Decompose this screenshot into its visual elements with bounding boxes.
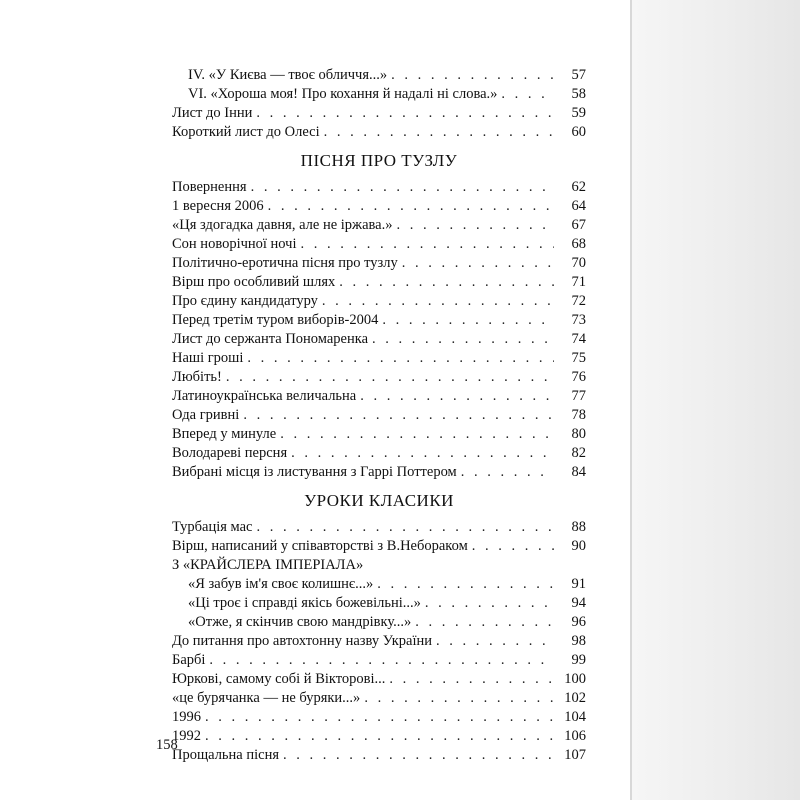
toc-entry-page: 59 — [571, 105, 586, 121]
toc-entry-page: 88 — [571, 519, 586, 535]
dot-leader — [461, 463, 554, 482]
toc-entry-page: 57 — [571, 67, 586, 83]
toc-entry — [172, 292, 586, 311]
page-number: 158 — [156, 737, 178, 753]
toc-entry — [172, 708, 586, 727]
dot-leader — [283, 746, 554, 765]
toc-entry-title: Вірш, написаний у співавторстві з В.Небораком — [172, 538, 468, 554]
toc-entry — [172, 197, 586, 216]
toc-entry — [172, 311, 586, 330]
toc-entry-title: Сон новорічної ночі — [172, 236, 297, 252]
toc-entry-title: Турбація мас — [172, 519, 253, 535]
toc-entry-page: 62 — [571, 179, 586, 195]
toc-entry — [172, 632, 586, 651]
toc-entry — [172, 575, 586, 594]
dot-leader — [389, 670, 554, 689]
dot-leader — [339, 273, 554, 292]
section-heading: УРОКИ КЛАСИКИ — [304, 491, 454, 510]
toc-entry — [172, 254, 586, 273]
toc-entry — [172, 670, 586, 689]
dot-leader — [360, 387, 554, 406]
toc-entry-page: 75 — [571, 350, 586, 366]
toc-subsection-heading — [172, 556, 586, 575]
dot-leader — [205, 708, 554, 727]
toc-entry-title: Любіть! — [172, 369, 222, 385]
facing-page-edge — [630, 0, 800, 800]
toc-entry — [172, 406, 586, 425]
toc-entry-title: «Отже, я скінчив свою мандрівку...» — [188, 614, 412, 630]
toc-entry-title: Вірш про особливий шлях — [172, 274, 336, 290]
dot-leader — [391, 66, 554, 85]
dot-leader — [364, 689, 554, 708]
toc-entry — [172, 178, 586, 197]
toc-entry — [172, 273, 586, 292]
toc-entry-title: 1992 — [172, 728, 201, 744]
toc-entry-title: Лист до сержанта Пономаренка — [172, 331, 369, 347]
dot-leader — [247, 349, 554, 368]
dot-leader — [256, 518, 554, 537]
toc-entry-page: 58 — [571, 86, 586, 102]
toc-entry-title: Володареві персня — [172, 445, 288, 461]
toc-entry-page: 106 — [564, 728, 586, 744]
toc-entry-page: 91 — [571, 576, 586, 592]
toc-entry-title: «Ці троє і справді якісь божевільні...» — [188, 595, 421, 611]
dot-leader — [209, 651, 554, 670]
toc-entry-page: 107 — [564, 747, 586, 763]
toc-entry-title: Про єдину кандидатуру — [172, 293, 318, 309]
toc-entry-title: Наші гроші — [172, 350, 244, 366]
toc-entry-page: 78 — [571, 407, 586, 423]
toc-entry-title: 1996 — [172, 709, 201, 725]
toc-entry — [172, 85, 586, 104]
toc-entry-title: Юркові, самому собі й Вікторові... — [172, 671, 386, 687]
dot-leader — [268, 197, 554, 216]
toc-entry-page: 100 — [564, 671, 586, 687]
toc-entry-page: 73 — [571, 312, 586, 328]
toc-entry-title: Повернення — [172, 179, 247, 195]
dot-leader — [301, 235, 554, 254]
toc-entry — [172, 368, 586, 387]
toc-entry — [172, 518, 586, 537]
toc-entry-title: Латиноукраїнська величальна — [172, 388, 357, 404]
toc-entry-page: 82 — [571, 445, 586, 461]
toc-entry-title: Ода гривні — [172, 407, 240, 423]
toc-entry-title: Перед третім туром виборів-2004 — [172, 312, 379, 328]
toc-entry-title: Короткий лист до Олесі — [172, 124, 320, 140]
dot-leader — [324, 123, 554, 142]
dot-leader — [402, 254, 554, 273]
toc-entry — [172, 425, 586, 444]
toc-entry — [172, 349, 586, 368]
toc-entry-title: VI. «Хороша моя! Про кохання й надалі ні слова.» — [188, 86, 498, 102]
toc-entry — [172, 727, 586, 746]
toc-entry — [172, 104, 586, 123]
toc-entry-title: Лист до Інни — [172, 105, 253, 121]
toc-entry-title: «Ця здогадка давня, але не іржава.» — [172, 217, 393, 233]
dot-leader — [415, 613, 554, 632]
toc-entry-page: 80 — [571, 426, 586, 442]
dot-leader — [251, 178, 554, 197]
toc-entry-title: «Я забув ім'я своє колишнє...» — [188, 576, 374, 592]
toc-entry — [172, 66, 586, 85]
toc-entry — [172, 463, 586, 482]
toc-entry-page: 77 — [571, 388, 586, 404]
toc-entry — [172, 689, 586, 708]
toc-entry-page: 68 — [571, 236, 586, 252]
toc-entry — [172, 216, 586, 235]
toc-entry — [172, 537, 586, 556]
toc-entry-page: 70 — [571, 255, 586, 271]
dot-leader — [501, 85, 554, 104]
toc-entry-title: До питання про автохтонну назву України — [172, 633, 432, 649]
toc-entry-page: 102 — [564, 690, 586, 706]
toc-entry-title: Вибрані місця із листування з Гаррі Поттером — [172, 464, 457, 480]
dot-leader — [382, 311, 554, 330]
toc-entry-page: 72 — [571, 293, 586, 309]
table-of-contents — [172, 66, 586, 765]
toc-entry — [172, 123, 586, 142]
section-heading: ПІСНЯ ПРО ТУЗЛУ — [300, 151, 458, 170]
dot-leader — [205, 727, 554, 746]
toc-entry-title: Політично-еротична пісня про тузлу — [172, 255, 398, 271]
toc-entry-page: 98 — [571, 633, 586, 649]
toc-entry — [172, 330, 586, 349]
toc-entry — [172, 594, 586, 613]
toc-entry-title: 1 вересня 2006 — [172, 198, 264, 214]
toc-entry — [172, 444, 586, 463]
toc-entry — [172, 746, 586, 765]
toc-entry-page: 84 — [571, 464, 586, 480]
toc-entry-page: 64 — [571, 198, 586, 214]
toc-entry-title: З «КРАЙСЛЕРА ІМПЕРІАЛА» — [172, 557, 364, 573]
toc-entry-title: IV. «У Києва — твоє обличчя...» — [188, 67, 388, 83]
dot-leader — [425, 594, 554, 613]
dot-leader — [472, 537, 554, 556]
dot-leader — [436, 632, 554, 651]
toc-entry-page: 99 — [571, 652, 586, 668]
toc-entry-title: «це бурячанка — не буряки...» — [172, 690, 361, 706]
dot-leader — [372, 330, 554, 349]
toc-entry-title: Прощальна пісня — [172, 747, 280, 763]
toc-entry-page: 60 — [571, 124, 586, 140]
toc-entry-page: 67 — [571, 217, 586, 233]
toc-entry-title: Барбі — [172, 652, 206, 668]
dot-leader — [256, 104, 554, 123]
dot-leader — [377, 575, 554, 594]
toc-entry-page: 90 — [571, 538, 586, 554]
toc-entry-page: 74 — [571, 331, 586, 347]
dot-leader — [226, 368, 554, 387]
toc-entry-page: 71 — [571, 274, 586, 290]
dot-leader — [322, 292, 554, 311]
dot-leader — [280, 425, 554, 444]
toc-entry-page: 76 — [571, 369, 586, 385]
dot-leader — [396, 216, 554, 235]
dot-leader — [291, 444, 554, 463]
toc-entry-page: 104 — [564, 709, 586, 725]
toc-entry-title: Вперед у минуле — [172, 426, 277, 442]
toc-entry — [172, 235, 586, 254]
dot-leader — [243, 406, 554, 425]
toc-entry-page: 94 — [571, 595, 586, 611]
toc-entry — [172, 651, 586, 670]
toc-entry — [172, 387, 586, 406]
toc-entry-page: 96 — [571, 614, 586, 630]
toc-entry — [172, 613, 586, 632]
